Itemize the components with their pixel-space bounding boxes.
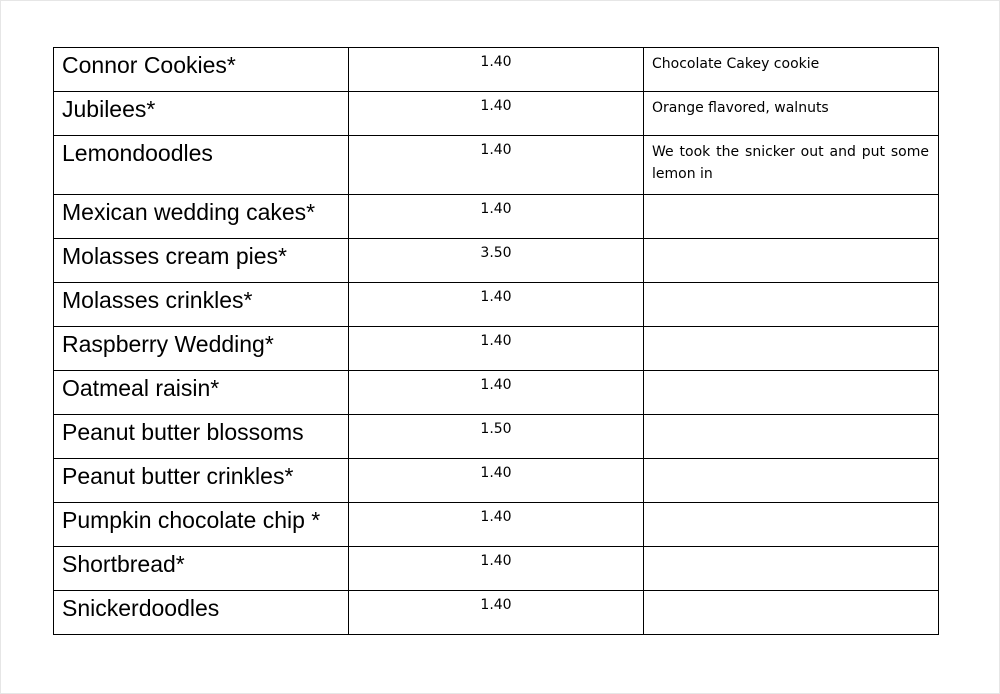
cookie-description: [644, 371, 939, 415]
cookie-name: Molasses crinkles*: [54, 283, 349, 327]
cookie-name: Peanut butter crinkles*: [54, 459, 349, 503]
cookie-price: 1.40: [349, 503, 644, 547]
cookie-description: [644, 459, 939, 503]
cookie-price-table: [53, 47, 939, 635]
cookie-name: Connor Cookies*: [54, 48, 349, 92]
table-row: [54, 283, 939, 327]
cookie-name: Raspberry Wedding*: [54, 327, 349, 371]
cookie-name: Jubilees*: [54, 92, 349, 136]
table-row: [54, 547, 939, 591]
cookie-name: Snickerdoodles: [54, 591, 349, 635]
cookie-price: 1.40: [349, 327, 644, 371]
table-row: [54, 92, 939, 136]
table-row: [54, 239, 939, 283]
table-row: [54, 459, 939, 503]
cookie-price: 1.50: [349, 415, 644, 459]
cookie-price: 1.40: [349, 459, 644, 503]
cookie-price: 1.40: [349, 371, 644, 415]
cookie-name: Oatmeal raisin*: [54, 371, 349, 415]
cookie-description: [644, 195, 939, 239]
cookie-price: 1.40: [349, 195, 644, 239]
table-row: [54, 503, 939, 547]
cookie-name: Lemondoodles: [54, 136, 349, 195]
cookie-description: [644, 547, 939, 591]
cookie-name: Peanut butter blossoms: [54, 415, 349, 459]
cookie-description: [644, 591, 939, 635]
cookie-description: Orange flavored, walnuts: [644, 92, 939, 136]
cookie-description: We took the snicker out and put some lemon in: [644, 136, 939, 195]
table-row: [54, 327, 939, 371]
cookie-price: 1.40: [349, 283, 644, 327]
cookie-price: 1.40: [349, 547, 644, 591]
cookie-name: Mexican wedding cakes*: [54, 195, 349, 239]
cookie-price: 1.40: [349, 48, 644, 92]
cookie-description: [644, 327, 939, 371]
table-row: [54, 415, 939, 459]
cookie-name: Shortbread*: [54, 547, 349, 591]
cookie-description: [644, 503, 939, 547]
cookie-price: 3.50: [349, 239, 644, 283]
cookie-description: Chocolate Cakey cookie: [644, 48, 939, 92]
cookie-name: Pumpkin chocolate chip *: [54, 503, 349, 547]
cookie-description: [644, 415, 939, 459]
table-row: [54, 48, 939, 92]
table-row: [54, 136, 939, 195]
table-row: [54, 591, 939, 635]
cookie-price: 1.40: [349, 136, 644, 195]
cookie-description: [644, 239, 939, 283]
cookie-price: 1.40: [349, 591, 644, 635]
table-row: [54, 195, 939, 239]
cookie-price: 1.40: [349, 92, 644, 136]
cookie-name: Molasses cream pies*: [54, 239, 349, 283]
table-row: [54, 371, 939, 415]
cookie-description: [644, 283, 939, 327]
